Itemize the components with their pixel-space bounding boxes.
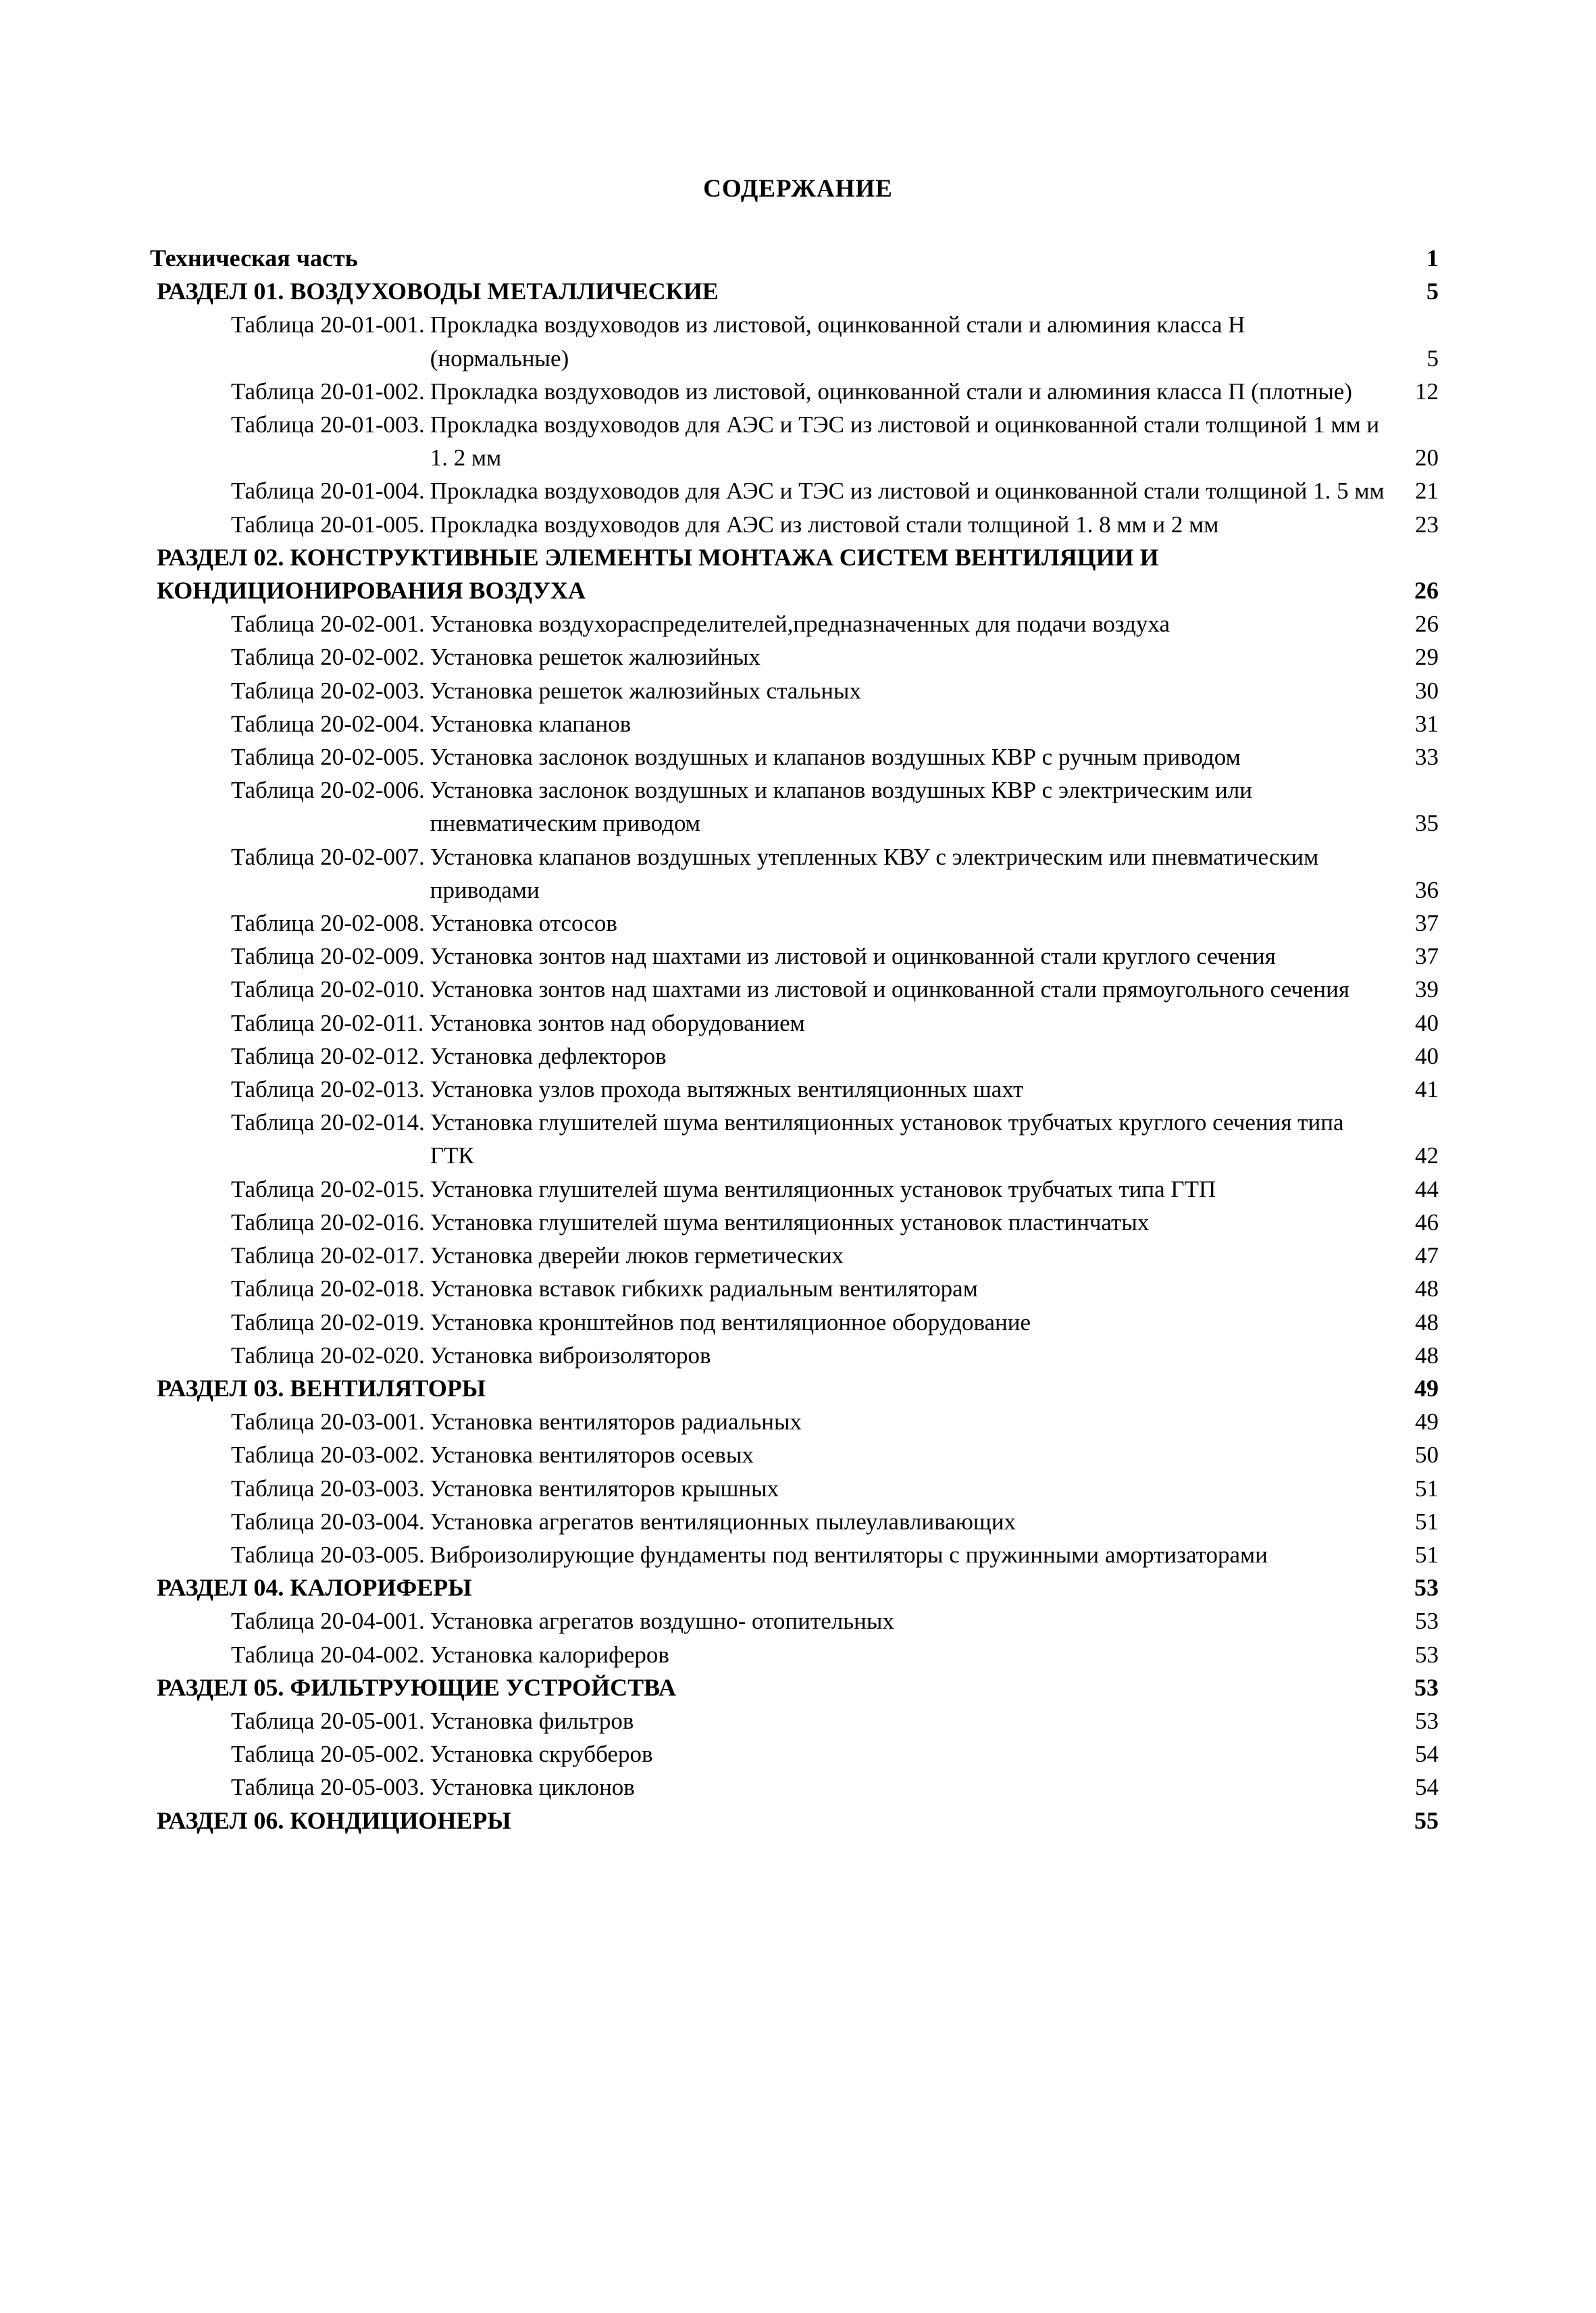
table-code: Таблица 20-02-020. [231,1342,425,1369]
table-title: Установка дверейи люков герметических [430,1242,844,1269]
table-code: Таблица 20-04-002. [231,1641,425,1668]
table-code: Таблица 20-01-003. [231,411,425,438]
table-title: Прокладка воздуховодов из листовой, оцинкованной стали и алюминия класса Н (нормальные) [430,311,1245,372]
table-code: Таблица 20-03-004. [231,1508,425,1535]
toc-entry-text [231,408,1385,474]
table-code: Таблица 20-02-015. [231,1175,425,1202]
toc-entry-text [231,1771,1385,1804]
table-code: Таблица 20-05-003. [231,1774,425,1801]
toc-table-entry [150,1472,1439,1505]
table-title: Установка дефлекторов [430,1042,667,1069]
toc-table-entry [150,1272,1439,1305]
table-title: Установка отсосов [430,910,617,937]
page-title: СОДЕРЖАНИЕ [703,175,893,203]
page-number: 49 [1415,1408,1439,1435]
table-title: Установка агрегатов воздушно- отопительных [430,1608,894,1635]
table-code: Таблица 20-04-001. [231,1608,425,1635]
toc-table-entry [150,1771,1439,1804]
toc-table-entry [150,1405,1439,1438]
toc-entry-text [231,740,1385,773]
table-code: Таблица 20-05-001. [231,1707,425,1734]
toc-table-entry [150,1505,1439,1538]
page-number: 37 [1415,910,1439,937]
toc-table-entry [150,308,1439,374]
toc-table-entry [150,940,1439,973]
toc-entry-text [231,1173,1385,1206]
toc-entry-text [231,1106,1385,1172]
page-number: 44 [1415,1175,1439,1202]
toc-entry-text [231,1339,1385,1372]
table-code: Таблица 20-02-003. [231,677,425,704]
toc-entry-text [231,1239,1385,1272]
page-number: 42 [1415,1142,1439,1169]
toc-entry-text [231,1438,1385,1471]
toc-entry-text [231,1737,1385,1771]
page-number: 41 [1415,1076,1439,1103]
page-number: 53 [1415,1707,1439,1734]
table-title: Установка глушителей шума вентиляционных установок трубчатых типа ГТП [430,1175,1216,1202]
toc-entry-text [231,1007,1385,1040]
toc-section-entry [150,1671,1439,1704]
table-title: Установка виброизоляторов [430,1342,711,1369]
toc-entry-text [231,1272,1385,1305]
table-code: Таблица 20-02-019. [231,1308,425,1336]
table-title: Установка узлов прохода вытяжных вентиляционных шахт [430,1076,1024,1103]
toc-entry-text [231,607,1385,640]
toc-table-entry [150,973,1439,1006]
toc-entry-text [231,508,1385,541]
table-code: Таблица 20-03-005. [231,1541,425,1568]
table-title: Установка вентиляторов крышных [430,1475,779,1502]
page-number: 12 [1415,378,1439,405]
table-code: Таблица 20-01-001. [231,311,425,338]
page-number: 35 [1415,810,1439,837]
page-number: 49 [1414,1374,1439,1402]
toc-entry-text [231,907,1385,940]
toc-entry-text [231,1604,1385,1637]
table-code: Таблица 20-02-011. [231,1009,424,1036]
toc-table-entry [150,1239,1439,1272]
page-number: 26 [1414,577,1439,605]
table-title: Установка заслонок воздушных и клапанов воздушных КВР с электрическим или пневматическим приводом [430,777,1252,837]
table-title: Установка зонтов над шахтами из листовой и оцинкованной стали круглого сечения [430,943,1276,970]
page-number: 46 [1415,1209,1439,1236]
page-number: 20 [1415,444,1439,472]
page-number: 50 [1415,1442,1439,1469]
toc-table-entry [150,773,1439,840]
toc-entry-text [231,1306,1385,1339]
toc-table-entry [150,840,1439,907]
toc-table-entry [150,1538,1439,1571]
toc-table-entry [150,674,1439,707]
page-number: 53 [1414,1574,1439,1602]
page-number: 23 [1415,511,1439,538]
page-number: 33 [1415,744,1439,771]
toc-table-entry [150,408,1439,474]
page-number: 39 [1415,976,1439,1003]
toc-section-entry [150,1571,1439,1604]
page-number: 48 [1415,1308,1439,1336]
table-code: Таблица 20-02-012. [231,1042,425,1069]
toc-table-entry [150,1704,1439,1737]
page-number: 36 [1415,876,1439,903]
page-number: 37 [1415,943,1439,970]
toc-table-entry [150,1007,1439,1040]
table-title: Установка решеток жалюзийных [430,644,761,671]
table-code: Таблица 20-02-010. [231,976,425,1003]
toc-table-entry [150,375,1439,408]
table-code: Таблица 20-02-017. [231,1242,425,1269]
toc-entry-text [231,1472,1385,1505]
toc-entry-text [231,1505,1385,1538]
page-number: 30 [1415,677,1439,704]
table-title: Прокладка воздуховодов для АЭС и ТЭС из листовой и оцинкованной стали толщиной 1. 5 мм [430,478,1385,505]
toc-table-entry [150,508,1439,541]
page-number: 40 [1415,1009,1439,1036]
table-title: Установка клапанов воздушных утепленных КВУ с электрическим или пневматическим приводами [430,843,1319,903]
table-code: Таблица 20-02-005. [231,744,425,771]
toc-table-entry [150,1638,1439,1671]
table-code: Таблица 20-02-018. [231,1275,425,1302]
toc-entry-text [231,973,1385,1006]
table-title: Установка вентиляторов радиальных [430,1408,802,1435]
toc-table-entry [150,1106,1439,1172]
toc-table-entry [150,907,1439,940]
table-code: Таблица 20-02-013. [231,1076,425,1103]
toc-entry-text: РАЗДЕЛ 02. КОНСТРУКТИВНЫЕ ЭЛЕМЕНТЫ МОНТАЖА СИСТЕМ ВЕНТИЛЯЦИИ И КОНДИЦИОНИРОВАНИЯ ВОЗДУХА [157,543,1159,605]
page-number: 53 [1415,1608,1439,1635]
toc-table-entry [150,474,1439,507]
table-title: Установка кронштейнов под вентиляционное оборудование [430,1308,1031,1336]
table-code: Таблица 20-02-004. [231,710,425,737]
toc-table-entry [150,1040,1439,1073]
page-number: 53 [1414,1673,1439,1701]
table-title: Установка зонтов над оборудованием [429,1009,805,1036]
toc-table-entry [150,1306,1439,1339]
toc-table-entry [150,607,1439,640]
table-code: Таблица 20-02-009. [231,943,425,970]
table-code: Таблица 20-02-001. [231,611,425,638]
toc-table-entry [150,740,1439,773]
table-code: Таблица 20-01-004. [231,478,425,505]
page-number: 51 [1415,1475,1439,1502]
page-number: 51 [1415,1508,1439,1535]
toc-table-entry [150,1073,1439,1106]
page-number: 48 [1415,1342,1439,1369]
table-code: Таблица 20-03-002. [231,1442,425,1469]
toc-entry-text [231,1073,1385,1106]
table-title: Прокладка воздуховодов для АЭС и ТЭС из листовой и оцинкованной стали толщиной 1 мм и 1. 2 мм [430,411,1380,472]
toc-entry-text [231,707,1385,740]
table-of-contents [150,242,1439,1837]
toc-entry-text [231,773,1385,840]
page-number: 40 [1415,1042,1439,1069]
toc-entry-text [231,1040,1385,1073]
page-number: 48 [1415,1275,1439,1302]
toc-entry-text: Техническая часть [150,245,358,272]
table-title: Виброизолирующие фундаменты под вентиляторы с пружинными амортизаторами [430,1541,1268,1568]
table-title: Установка зонтов над шахтами из листовой и оцинкованной стали прямоугольного сечения [430,976,1349,1003]
toc-entry-text [231,1638,1385,1671]
toc-entry-text [231,308,1385,374]
toc-entry-text [231,474,1385,507]
table-code: Таблица 20-02-002. [231,644,425,671]
table-code: Таблица 20-01-002. [231,378,425,405]
toc-entry-text [231,674,1385,707]
toc-table-entry [150,1737,1439,1771]
table-code: Таблица 20-02-014. [231,1109,425,1136]
table-code: Таблица 20-02-007. [231,843,425,870]
page-number: 51 [1415,1541,1439,1568]
toc-table-entry [150,1206,1439,1239]
page-number: 55 [1414,1806,1439,1834]
table-code: Таблица 20-01-005. [231,511,425,538]
table-title: Установка глушителей шума вентиляционных установок пластинчатых [430,1209,1150,1236]
table-title: Установка калориферов [430,1641,669,1668]
toc-section-entry [150,275,1439,308]
toc-entry-text: РАЗДЕЛ 05. ФИЛЬТРУЮЩИЕ УСТРОЙСТВА [157,1673,676,1701]
toc-table-entry [150,1438,1439,1471]
table-code: Таблица 20-02-006. [231,777,425,804]
toc-entry [150,242,1439,275]
toc-entry-text [231,940,1385,973]
page-number: 21 [1415,478,1439,505]
toc-table-entry [150,1339,1439,1372]
page-number: 53 [1415,1641,1439,1668]
table-title: Установка вентиляторов осевых [430,1442,754,1469]
table-title: Прокладка воздуховодов для АЭС из листовой стали толщиной 1. 8 мм и 2 мм [430,511,1219,538]
toc-section-entry [150,1372,1439,1405]
page-number: 54 [1415,1741,1439,1768]
table-code: Таблица 20-02-016. [231,1209,425,1236]
toc-entry-text [231,1538,1385,1571]
table-code: Таблица 20-05-002. [231,1741,425,1768]
toc-entry-text [231,375,1385,408]
table-title: Установка решеток жалюзийных стальных [430,677,861,704]
toc-entry-text [231,1405,1385,1438]
table-title: Прокладка воздуховодов из листовой, оцинкованной стали и алюминия класса П (плотные) [430,378,1352,405]
toc-entry-text [231,1704,1385,1737]
toc-table-entry [150,707,1439,740]
toc-entry-text: РАЗДЕЛ 06. КОНДИЦИОНЕРЫ [157,1806,511,1834]
table-title: Установка циклонов [430,1774,635,1801]
table-title: Установка заслонок воздушных и клапанов воздушных КВР с ручным приводом [430,744,1241,771]
table-title: Установка агрегатов вентиляционных пылеулавливающих [430,1508,1016,1535]
table-title: Установка вставок гибкихк радиальным вентиляторам [430,1275,978,1302]
toc-table-entry [150,640,1439,673]
page-number: 5 [1426,278,1439,305]
page-number: 29 [1415,644,1439,671]
toc-section-entry [150,541,1439,607]
table-code: Таблица 20-03-001. [231,1408,425,1435]
page-number: 54 [1415,1774,1439,1801]
table-code: Таблица 20-03-003. [231,1475,425,1502]
toc-section-entry [150,1804,1439,1837]
table-title: Установка клапанов [430,710,632,737]
table-title: Установка глушителей шума вентиляционных установок трубчатых круглого сечения типа ГТК [430,1109,1344,1169]
toc-entry-text [231,640,1385,673]
page-number: 5 [1426,345,1439,372]
page-number: 31 [1415,710,1439,737]
page-number: 26 [1415,611,1439,638]
toc-entry-text [231,1206,1385,1239]
table-title: Установка воздухораспределителей,предназначенных для подачи воздуха [430,611,1170,638]
toc-entry-text: РАЗДЕЛ 04. КАЛОРИФЕРЫ [157,1574,472,1602]
table-title: Установка фильтров [430,1707,634,1734]
table-title: Установка скрубберов [430,1741,653,1768]
page-number: 1 [1426,245,1439,272]
table-code: Таблица 20-02-008. [231,910,425,937]
toc-entry-text [231,840,1385,907]
toc-entry-text: РАЗДЕЛ 03. ВЕНТИЛЯТОРЫ [157,1374,486,1402]
toc-table-entry [150,1604,1439,1637]
toc-table-entry [150,1173,1439,1206]
toc-entry-text: РАЗДЕЛ 01. ВОЗДУХОВОДЫ МЕТАЛЛИЧЕСКИЕ [157,278,719,305]
page-number: 47 [1415,1242,1439,1269]
